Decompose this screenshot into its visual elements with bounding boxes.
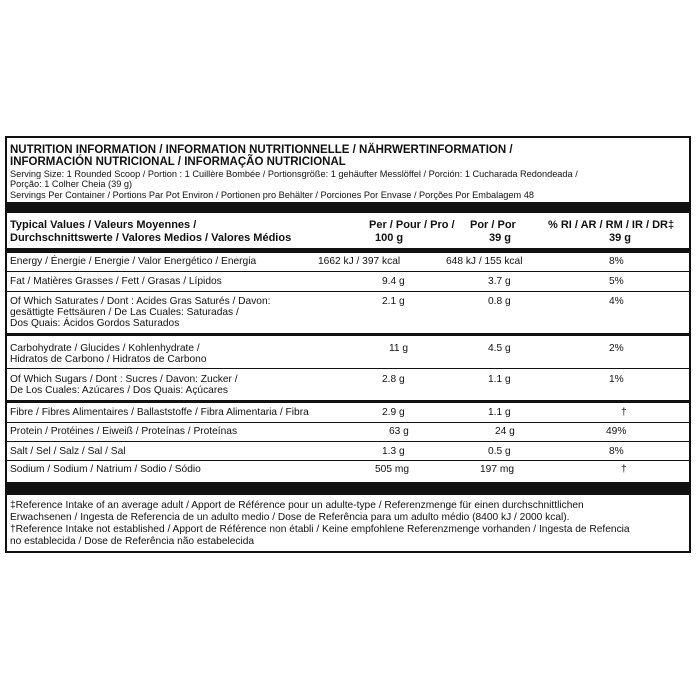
row-ri: 2% (609, 343, 624, 354)
row-divider (7, 291, 689, 292)
row-ri: 1% (609, 374, 624, 385)
row-per100: 2.9 g (382, 407, 405, 418)
col-typical-values-line1: Typical Values / Valeurs Moyennes / (10, 219, 197, 231)
nutrition-panel (5, 136, 691, 553)
serving-size-line2: Porção: 1 Colher Cheia (39 g) (10, 179, 133, 189)
row-label: Salt / Sel / Salz / Sal / Sal (10, 446, 126, 457)
row-label: Energy / Énergie / Energie / Valor Energético / Energia (10, 256, 257, 267)
panel-title-line2: INFORMACIÓN NUTRICIONAL / INFORMAÇÃO NUTRICIONAL (10, 156, 346, 168)
footnote-not-established-line2: no establecida / Dose de Referência não estabelecida (10, 536, 255, 547)
col-per100-line2: 100 g (375, 232, 404, 244)
footnote-ri-line1: ‡Reference Intake of an average adult / Apport de Référence pour un adulte-type / Referenzmenge für einen durchschnittlichen (10, 500, 584, 511)
row-per100: 1662 kJ / 397 kcal (318, 256, 401, 267)
col-ri-line1: % RI / AR / RM / IR / DR‡ (548, 219, 675, 231)
row-label: De Los Cuales: Azúcares / Dos Quais: Açúcares (10, 385, 229, 396)
servings-per-container: Servings Per Container / Portions Par Pot Environ / Portionen pro Behälter / Porciones Por Envase / Porções Por Embalagem 48 (10, 190, 534, 200)
col-perserving-line2: 39 g (489, 232, 512, 244)
row-divider (7, 460, 689, 461)
row-divider-thick (7, 400, 689, 403)
col-ri-line2: 39 g (609, 232, 632, 244)
row-divider (7, 422, 689, 423)
row-per100: 9.4 g (382, 276, 405, 287)
footnote-ri-line2: Erwachsenen / Ingesta de Referencia de un adulto medio / Dose de Referência para um adulto médio (8400 kJ / 2000 kcal). (10, 512, 570, 523)
footnote-not-established-line1: †Reference Intake not established / Apport de Référence non établi / Keine empfohlene Referenzmenge vorhanden / Ingesta de Refencia (10, 524, 630, 535)
row-ri: 8% (609, 256, 624, 267)
row-per-serving: 0.8 g (488, 296, 511, 307)
row-label: Fat / Matières Grasses / Fett / Grasas / Lípidos (10, 276, 222, 287)
row-label: Sodium / Sodium / Natrium / Sodio / Sódio (10, 464, 201, 475)
row-ri: † (621, 464, 627, 475)
col-per100-line1: Per / Pour / Pro / (369, 219, 455, 231)
row-per-serving: 1.1 g (488, 374, 511, 385)
row-ri: 4% (609, 296, 624, 307)
row-per100: 63 g (389, 426, 409, 437)
row-label: Hidratos de Carbono / Hidratos de Carbono (10, 354, 207, 365)
row-divider (7, 368, 689, 369)
row-per100: 505 mg (375, 464, 409, 475)
row-label: Protein / Protéines / Eiweiß / Proteínas / Proteínas (10, 426, 238, 437)
row-label: gesättigte Fettsäuren / De Las Cuales: Saturadas / (10, 307, 239, 318)
row-per-serving: 24 g (495, 426, 515, 437)
row-ri: 49% (606, 426, 627, 437)
row-per100: 11 g (389, 343, 409, 354)
row-divider-thick (7, 333, 689, 336)
row-per-serving: 197 mg (480, 464, 514, 475)
row-divider (7, 441, 689, 442)
row-divider (7, 271, 689, 272)
divider-bar-bottom (7, 482, 689, 495)
serving-size-line1: Serving Size: 1 Rounded Scoop / Portion : 1 Cuillère Bombée / Portionsgröße: 1 gehäufter Messlöffel / Porción: 1 Cucharada Redondeada / (10, 169, 578, 179)
row-per-serving: 4.5 g (488, 343, 511, 354)
row-per-serving: 1.1 g (488, 407, 511, 418)
row-label: Dos Quais: Ácidos Gordos Saturados (10, 318, 180, 329)
row-per-serving: 0.5 g (488, 446, 511, 457)
row-ri: † (621, 407, 627, 418)
row-per100: 1.3 g (382, 446, 405, 457)
row-ri: 8% (609, 446, 624, 457)
col-typical-values-line2: Durchschnittswerte / Valores Medios / Valores Médios (10, 232, 292, 244)
row-label: Of Which Sugars / Dont : Sucres / Davon: Zucker / (10, 374, 238, 385)
panel-title-line1: NUTRITION INFORMATION / INFORMATION NUTRITIONNELLE / NÄHRWERTINFORMATION / (10, 144, 513, 156)
divider-bar-top (7, 202, 689, 213)
row-label: Of Which Saturates / Dont : Acides Gras Saturés / Davon: (10, 296, 271, 307)
row-label: Carbohydrate / Glucides / Kohlenhydrate / (10, 343, 200, 354)
row-label: Fibre / Fibres Alimentaires / Ballaststoffe / Fibra Alimentaria / Fibra (10, 407, 309, 418)
row-per-serving: 3.7 g (488, 276, 511, 287)
divider-bar-header (7, 248, 689, 253)
row-per100: 2.8 g (382, 374, 405, 385)
row-ri: 5% (609, 276, 624, 287)
col-perserving-line1: Por / Por (470, 219, 516, 231)
row-per100: 2.1 g (382, 296, 405, 307)
row-per-serving: 648 kJ / 155 kcal (446, 256, 523, 267)
